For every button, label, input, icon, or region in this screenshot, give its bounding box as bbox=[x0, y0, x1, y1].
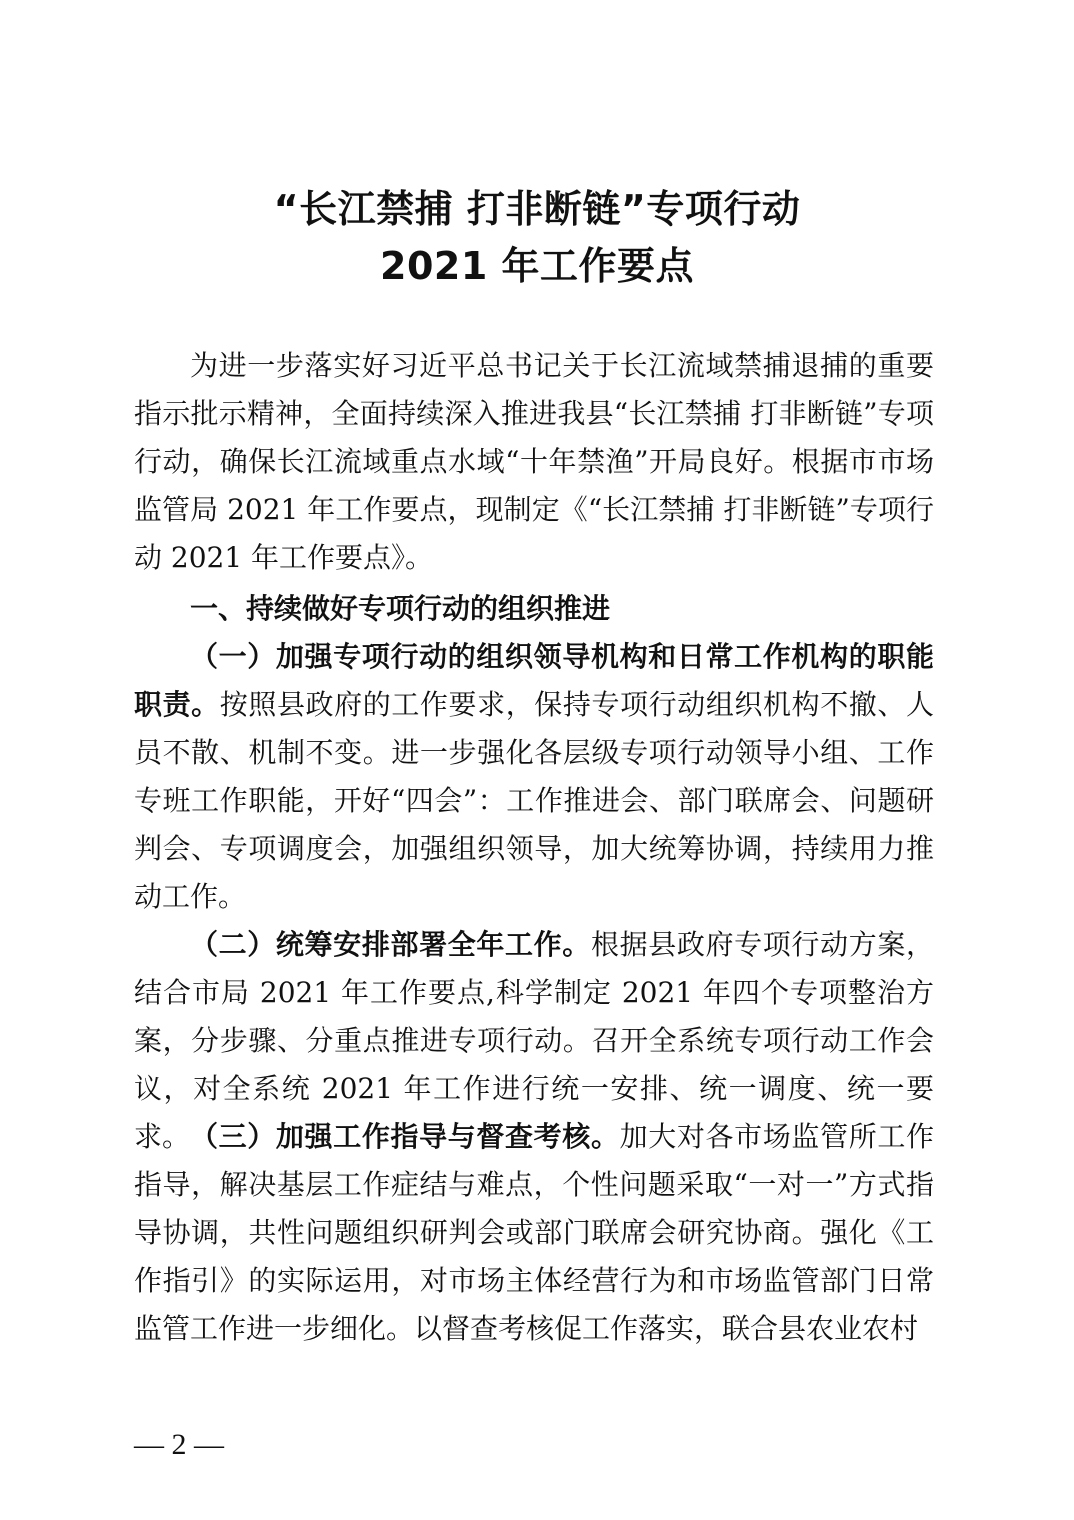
document-title-line-1: “长江禁捕 打非断链”专项行动 bbox=[273, 187, 801, 231]
item-2-body: 根据县政府专项行动方案，结合市局 2021 年工作要点,科学制定 2021 年四个专项整治方案，分步骤、分重点推进专项行动。召开全系统专项行动工作会议，对全系统 2021 年工作进行统一安排、统一调度、统一要求。 bbox=[134, 928, 934, 1153]
item-3-body: 加大对各市场监管所工作指导，解决基层工作症结与难点，个性问题采取“一对一”方式指导协调，共性问题组织研判会或部门联席会研究协商。强化《工作指引》的实际运用，对市场主体经营行为和市场监管部门日常监管工作进一步细化。以督查考核促工作落实，联合县农业农村 bbox=[134, 1120, 934, 1345]
item-2-lead: （二）统筹安排部署全年工作。 bbox=[190, 928, 591, 961]
page-number: — 2 — bbox=[134, 1428, 224, 1461]
document-title-line-2: 2021 年工作要点 bbox=[380, 244, 694, 288]
item-1-lead: （一）加强专项行动的组织领导机构和日常工作机构的职能职责。 bbox=[134, 640, 934, 721]
item-1-paragraph bbox=[134, 633, 934, 921]
item-3-lead: （三）加强工作指导与督查考核。 bbox=[190, 1120, 620, 1153]
item-1-body: 按照县政府的工作要求，保持专项行动组织机构不撤、人员不散、机制不变。进一步强化各层级专项行动领导小组、工作专班工作职能，开好“四会”：工作推进会、部门联席会、问题研判会、专项调度会，加强组织领导，加大统筹协调，持续用力推动工作。 bbox=[134, 688, 934, 913]
intro-paragraph: 为进一步落实好习近平总书记关于长江流域禁捕退捕的重要指示批示精神，全面持续深入推进我县“长江禁捕 打非断链”专项行动，确保长江流域重点水域“十年禁渔”开局良好。根据市市场监管局 2021 年工作要点，现制定《“长江禁捕 打非断链”专项行动 2021 年工作要点》。 bbox=[134, 349, 934, 574]
item-3-paragraph bbox=[134, 1113, 934, 1353]
section-heading-1: 一、持续做好专项行动的组织推进 bbox=[190, 592, 611, 625]
